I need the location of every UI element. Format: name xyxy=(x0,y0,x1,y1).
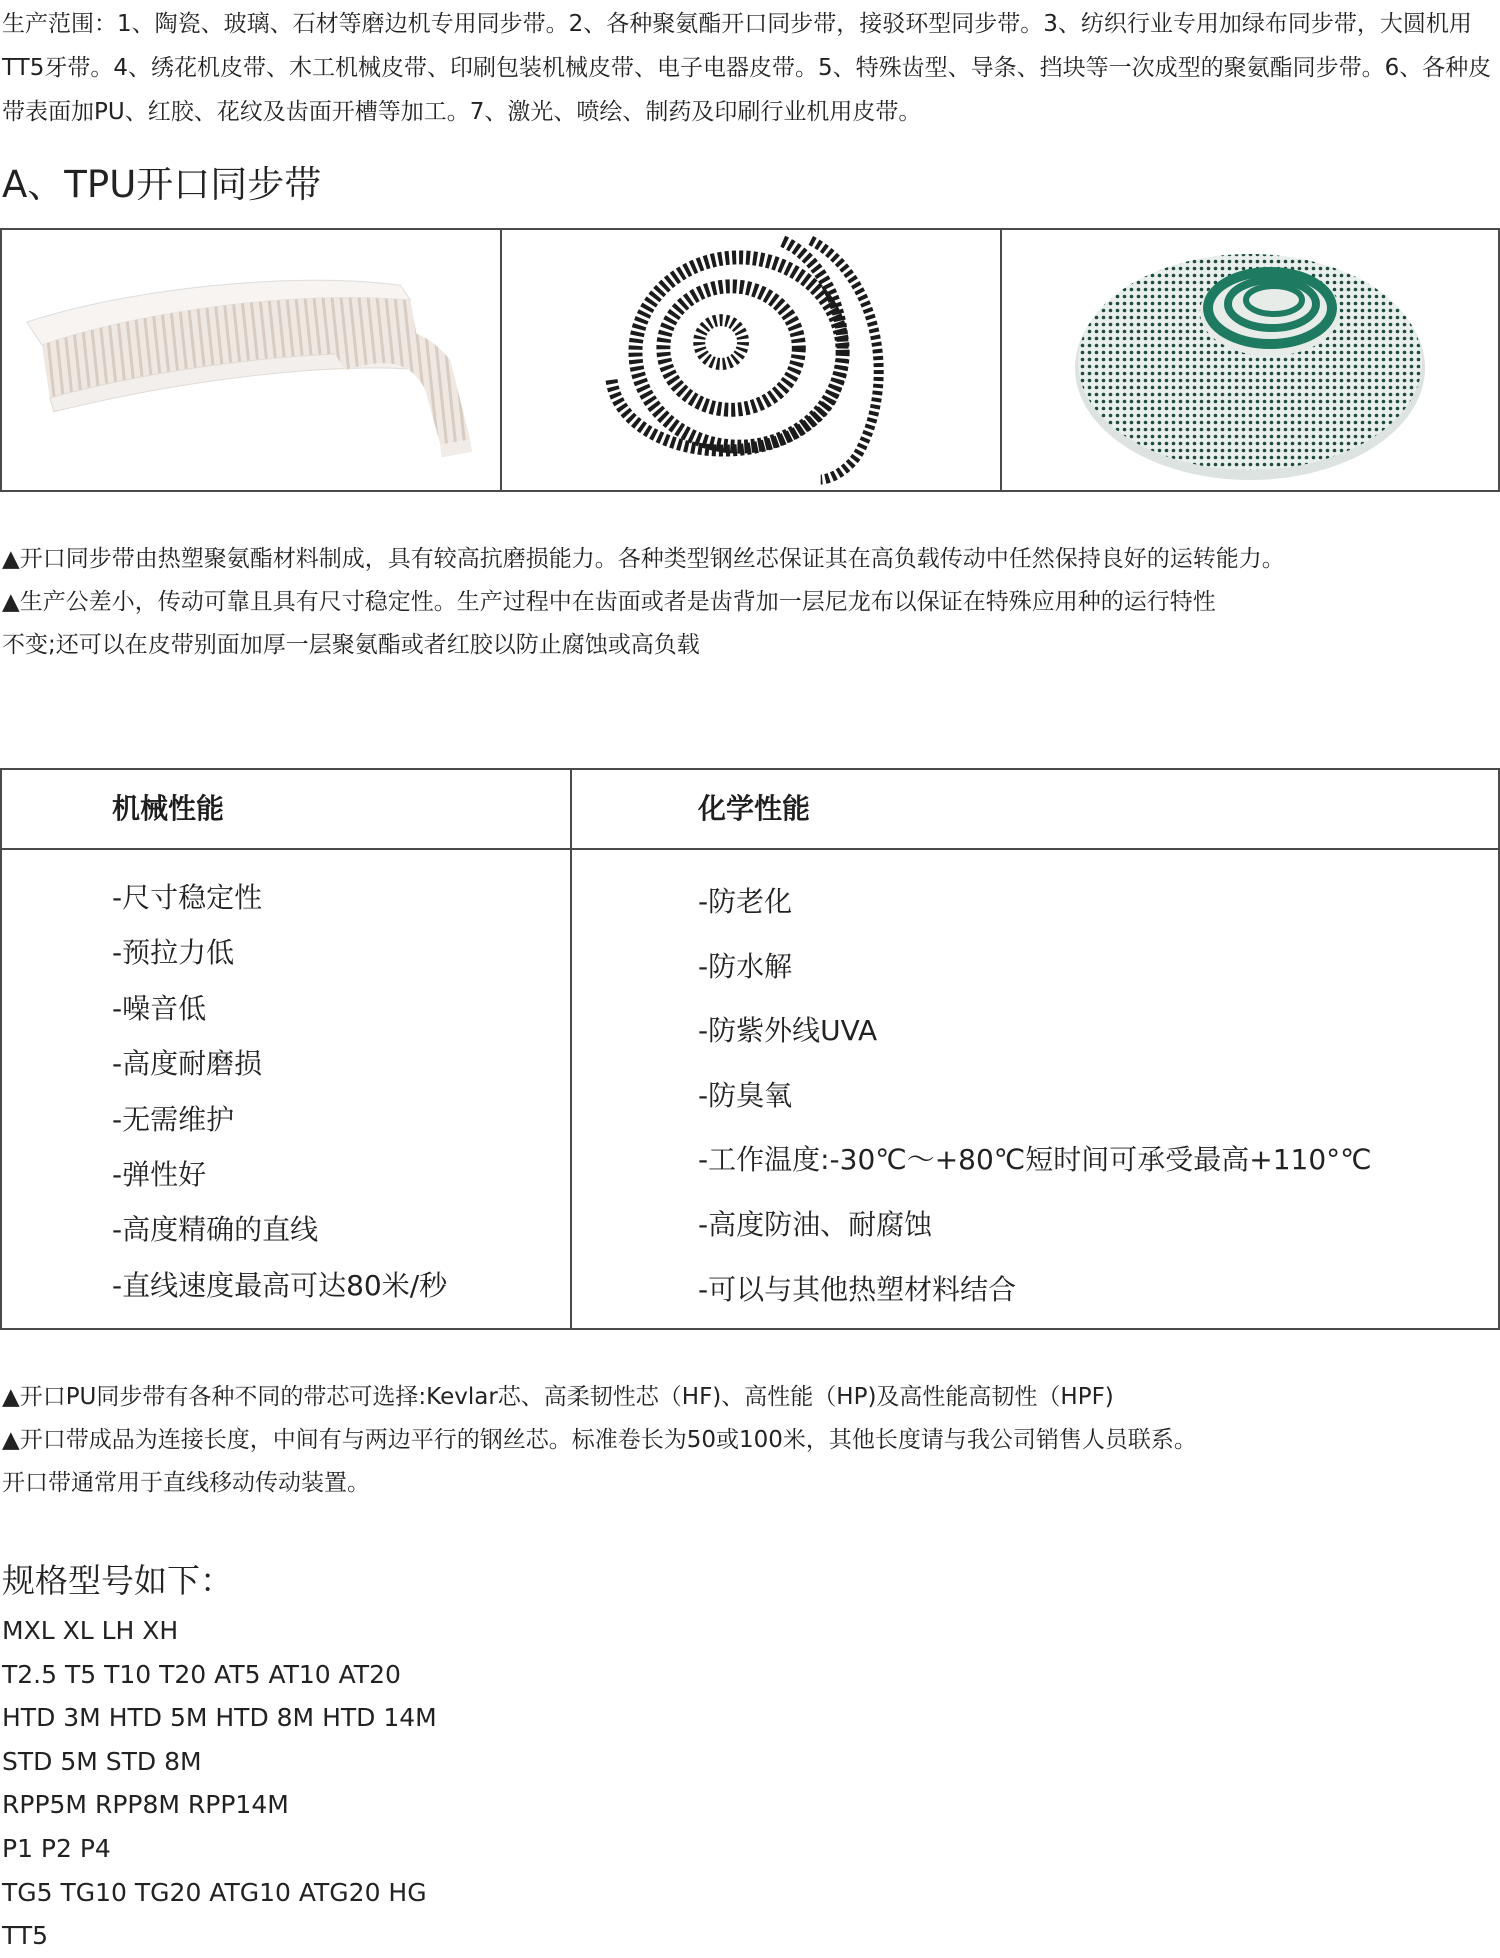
mechanical-performance-list xyxy=(112,870,447,1313)
model-line: MXL XL LH XH xyxy=(2,1616,179,1645)
model-line: RPP5M RPP8M RPP14M xyxy=(2,1790,289,1820)
chemical-performance-header: 化学性能 xyxy=(698,792,811,825)
list-item: -可以与其他热塑材料结合 xyxy=(698,1272,1017,1306)
table-column-divider xyxy=(570,770,572,1328)
list-item: -高度耐磨损 xyxy=(112,1047,263,1081)
belt-photo-row xyxy=(0,228,1500,492)
list-item: -高度精确的直线 xyxy=(112,1213,319,1247)
white-belt-photo-icon xyxy=(2,230,500,490)
green-backed-belt-roll-photo-icon xyxy=(1002,230,1498,490)
mechanical-performance-header: 机械性能 xyxy=(112,792,225,825)
performance-table-header xyxy=(2,770,1498,850)
note-line: ▲开口PU同步带有各种不同的带芯可选择:Kevlar芯、高柔韧性芯（HF)、高性能（HP)及高性能高韧性（HPF) xyxy=(2,1384,1114,1410)
model-line: P1 P2 P4 xyxy=(2,1833,111,1863)
list-item: -尺寸稳定性 xyxy=(112,881,263,914)
list-item: -高度防油、耐腐蚀 xyxy=(698,1207,933,1241)
black-belt-coil-photo-icon xyxy=(502,230,1000,490)
note-line: ▲开口带成品为连接长度，中间有与两边平行的钢丝芯。标准卷长为50或100米，其他长度请与我公司销售人员联系。 xyxy=(2,1427,1197,1453)
list-item: -弹性好 xyxy=(112,1157,207,1191)
open-belt-notes xyxy=(2,1376,1492,1505)
list-item: -无需维护 xyxy=(112,1102,235,1136)
list-item: -噪音低 xyxy=(112,991,207,1025)
model-line: TG5 TG10 TG20 ATG10 ATG20 HG xyxy=(2,1877,427,1907)
feature-note: ▲开口同步带由热塑聚氨酯材料制成，具有较高抗磨损能力。各种类型钢丝芯保证其在高负载传动中任然保持良好的运转能力。 xyxy=(2,546,1285,572)
list-item: -直线速度最高可达80米/秒 xyxy=(112,1268,448,1302)
list-item: -防臭氧 xyxy=(698,1078,793,1112)
list-item: -防老化 xyxy=(698,885,793,918)
model-line: STD 5M STD 8M xyxy=(2,1746,202,1776)
production-scope-text: 生产范围：1、陶瓷、玻璃、石材等磨边机专用同步带。2、各种聚氨酯开口同步带，接驳环型同步带。3、纺织行业专用加绿布同步带，大圆机用TT5牙带。4、绣花机皮带、木工机械皮带、印刷包装机械皮带、电子电器皮带。5、特殊齿型、导条、挡块等一次成型的聚氨酯同步带。6、各种皮带表面加PU、红胶、花纹及齿面开槽等加工。7、激光、喷绘、制药及印刷行业机用皮带。 xyxy=(2,11,1492,125)
chemical-performance-list xyxy=(698,870,1372,1322)
specs-title: 规格型号如下： xyxy=(2,1561,233,1600)
feature-note: 不变;还可以在皮带别面加厚一层聚氨酯或者红胶以防止腐蚀或高负载 xyxy=(2,632,700,658)
list-item: -防紫外线UVA xyxy=(698,1014,878,1048)
tpu-feature-notes xyxy=(2,538,1492,667)
list-item: -工作温度:-30℃～+80℃短时间可承受最高+110°℃ xyxy=(698,1143,1372,1177)
green-backed-belt-roll-photo xyxy=(1002,230,1498,490)
feature-note: ▲生产公差小，传动可靠且具有尺寸稳定性。生产过程中在齿面或者是齿背加一层尼龙布以保证在特殊应用种的运行特性 xyxy=(2,589,1216,615)
list-item: -预拉力低 xyxy=(112,936,235,970)
list-item: -防水解 xyxy=(698,949,793,983)
white-belt-photo xyxy=(2,230,502,490)
section-title-tpu: A、TPU开口同步带 xyxy=(2,163,322,206)
model-line: TT5 xyxy=(2,1921,49,1951)
model-list xyxy=(2,1609,437,1958)
black-belt-coil-photo xyxy=(502,230,1002,490)
performance-table xyxy=(0,768,1500,1330)
model-line: HTD 3M HTD 5M HTD 8M HTD 14M xyxy=(2,1703,437,1733)
note-line: 开口带通常用于直线移动传动装置。 xyxy=(2,1470,370,1496)
model-line: T2.5 T5 T10 T20 AT5 AT10 AT20 xyxy=(2,1659,401,1689)
